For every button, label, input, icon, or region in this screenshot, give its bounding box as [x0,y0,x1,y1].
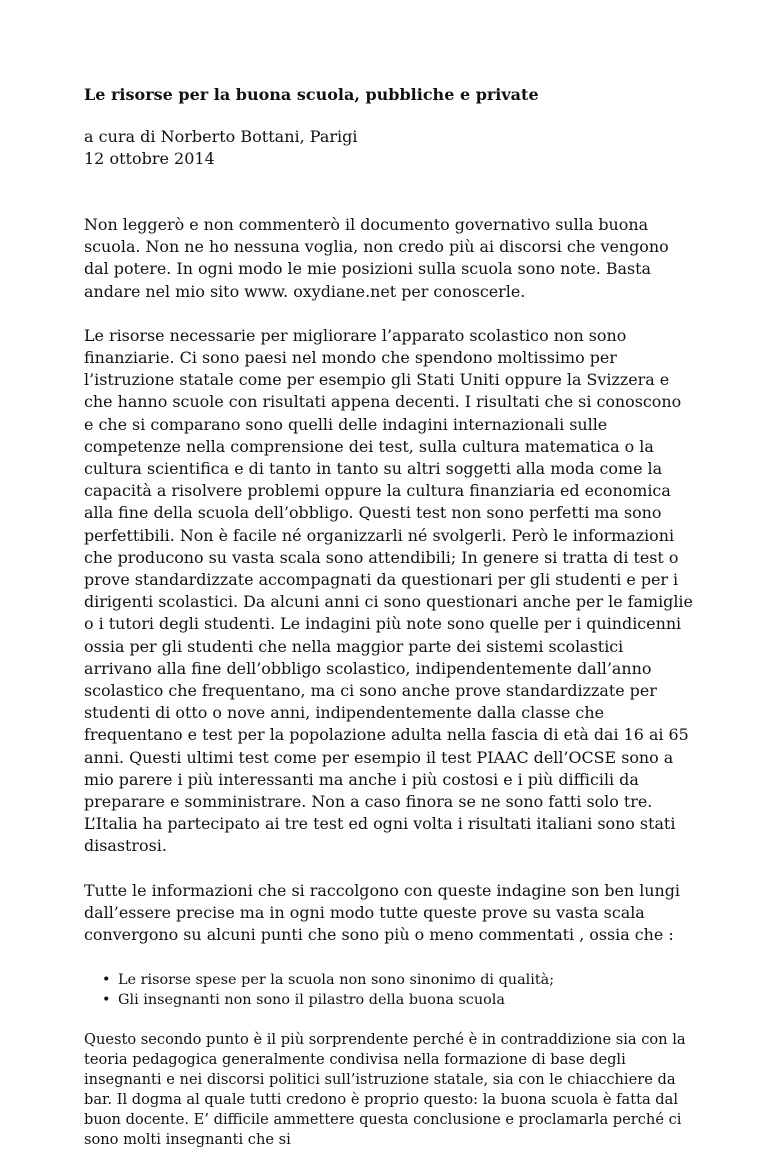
paragraph-resources: Le risorse necessarie per migliorare l’apparato scolastico non sono finanziarie. Ci sono paesi nel mondo che spendono moltissimo per l’istruzione statale come per esempio gli Stati Uniti oppure la Svizzera e che hanno scuole con risultati appena decenti. I risultati che si conoscono e che si comparano sono quelli delle indagini internazionali sulle competenze nella comprensione dei test, sulla cultura matematica o la cultura scientifica e di tanto in tanto su altri soggetti alla moda come la capacità a risolvere problemi oppure la cultura finanziaria ed economica alla fine della scuola dell’obbligo. Questi test non sono perfetti ma sono perfettibili. Non è facile né organizzarli né svolgerli. Però le informazioni che producono su vasta scala sono attendibili; In genere si tratta di test o prove standardizzate accompagnati da questionari per gli studenti e per i dirigenti scolastici. Da alcuni anni ci sono questionari anche per le famiglie o i tutori degli studenti. Le indagini più note sono quelle per i quindicenni ossia per gli studenti che nella maggior parte dei sistemi scolastici arrivano alla fine dell’obbligo scolastico, indipendentemente dall’anno scolastico che frequentano, ma ci sono anche prove standardizzate per studenti di otto o nove anni, indipendentemente dalla classe che frequentano e test per la popolazione adulta nella fascia di età dai 16 ai 65 anni. Questi ultimi test come per esempio il test PIAAC dell’OCSE sono a mio parere i più interessanti ma anche i più costosi e i più difficili da preparare e somministrare. Non a caso finora se ne sono fatti solo tre. L’Italia ha partecipato ai tre test ed ogni volta i risultati italiani sono stati disastrosi. [84,325,693,856]
list-item [84,990,694,1010]
bullet-icon: • [102,972,111,989]
document-page [84,84,694,1165]
byline [84,126,694,170]
list-item-text: Gli insegnanti non sono il pilastro della buona scuola [118,992,505,1009]
date-line: 12 ottobre 2014 [84,149,215,168]
paragraph-surveys: Tutte le informazioni che si raccolgono con queste indagine son ben lungi dall’essere precise ma in ogni modo tutte queste prove su vasta scala convergono su alcuni punti che sono più o meno commentati , ossia che : [84,880,681,945]
author-line: a cura di Norberto Bottani, Parigi [84,127,358,146]
document-title: Le risorse per la buona scuola, pubbliche e private [84,85,539,104]
paragraph-intro: Non leggerò e non commenterò il documento governativo sulla buona scuola. Non ne ho nessuna voglia, non credo più ai discorsi che vengono dal potere. In ogni modo le mie posizioni sulla scuola sono note. Basta andare nel mio sito www. oxydiane.net per conoscerle. [84,215,669,301]
bullet-icon: • [102,992,111,1009]
list-item [84,970,694,990]
list-item-text: Le risorse spese per la scuola non sono sinonimo di qualità; [118,972,555,989]
paragraph-closing: Questo secondo punto è il più sorprendente perché è in contraddizione sia con la teoria pedagogica generalmente condivisa nella formazione di base degli insegnanti e nei discorsi politici sull’istruzione statale, sia con le chiacchiere da bar. Il dogma al quale tutti credono è proprio questo: la buona scuola è fatta dal buon docente. E’ difficile ammettere questa conclusione e proclamarla perché ci sono molti insegnanti che si [84,1031,686,1149]
bullet-list [84,970,694,1010]
